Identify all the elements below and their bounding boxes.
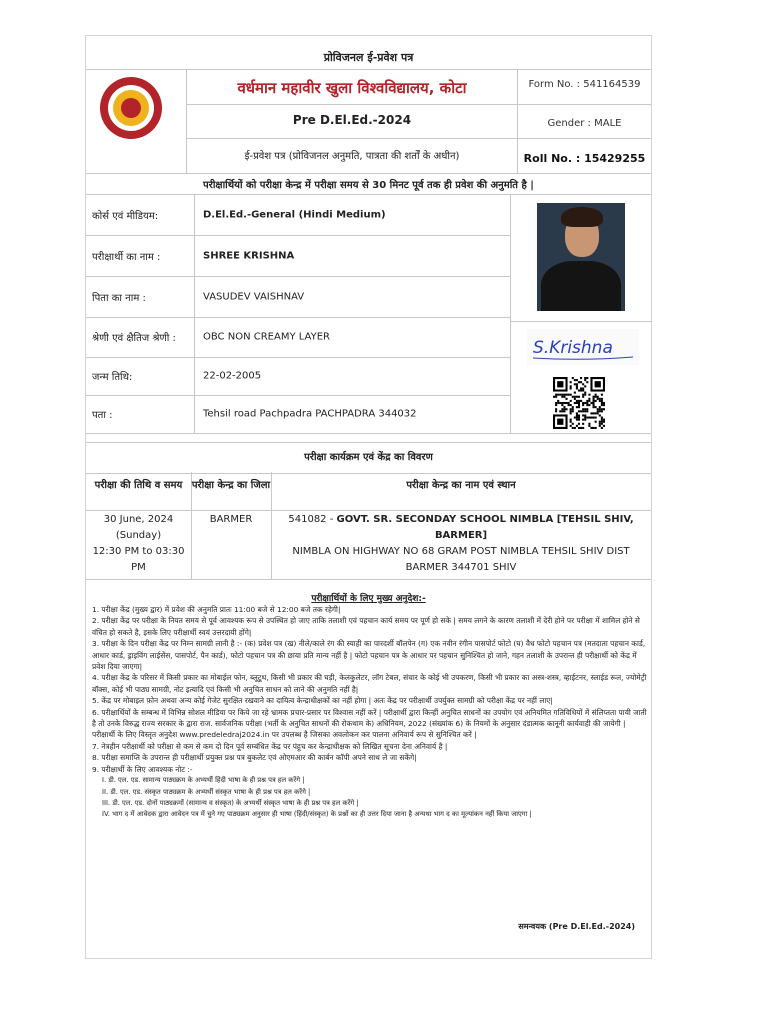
exam-district: BARMER <box>209 514 253 525</box>
instruction-item: 5. केंद्र पर मोबाइल फ़ोन अथवा अन्य कोई गेजेट सुरक्षित रखवाने का दायित्व केन्द्राधीक्षकों का नहीं होगा | अतः केंद्र पर परीक्षार्थी उपर्युक्त सामग्री को परीक्षा केंद्र पर नहीं लाए| <box>92 696 553 706</box>
info-row <box>86 357 510 396</box>
info-value: SHREE KRISHNA <box>203 250 295 261</box>
exam-date: 30 June, 2024 <box>103 514 174 525</box>
info-label: कोर्स एवं मीडियम: <box>92 211 159 222</box>
instruction-item: 7. नेत्रहीन परीक्षार्थी को परीक्षा से कम से कम दो दिन पूर्व सम्बंधित केंद्र पर पंहुच कर केन्द्राधीक्षक को लिखित सूचना देना अनिवार्य है | <box>92 741 448 751</box>
center-address: NIMBLA ON HIGHWAY NO 68 GRAM POST NIMBLA TEHSIL SHIV DIST BARMER 344701 SHIV <box>292 546 630 573</box>
header-district: परीक्षा केन्द्र का जिला <box>191 480 271 491</box>
instruction-item: 8. परीक्षा समाप्ति के उपरान्त ही परीक्षार्थी प्रयुक्त प्रश्न पत्र बुकलेट एवं ओएमआर की कार्बन कॉपी अपने साथ ले जा सकेंगे| <box>92 753 417 763</box>
instruction-subitem: I. डी. एल. एड. सामान्य पाठ्यक्रम के अभ्यर्थी हिंदी भाषा के ही प्रश्न पत्र हल करेंगे | <box>102 776 305 785</box>
center-name: GOVT. SR. SECONDAY SCHOOL NIMBLA [TEHSIL SHIV, BARMER] <box>336 514 634 541</box>
info-label: श्रेणी एवं क्षैतिज श्रेणी : <box>92 333 176 344</box>
signature-cell <box>510 321 652 433</box>
doc-title: प्रोविजनल ई-प्रवेश पत्र <box>323 51 414 64</box>
instruction-item: 1. परीक्षा केंद्र (मुख्य द्वार) में प्रवेश की अनुमति प्रातः 11:00 बजे से 12:00 बजे तक रहेगी| <box>92 605 341 614</box>
eprav-subtitle: ई-प्रवेश पत्र (प्रोविजनल अनुमति, पात्रता की शर्तों के अधीन) <box>244 151 460 162</box>
university-logo-icon <box>100 77 162 139</box>
info-label: पिता का नाम : <box>92 292 146 304</box>
candidate-photo <box>537 203 625 311</box>
university-name: वर्धमान महावीर खुला विश्वविद्यालय, कोटा <box>237 79 467 97</box>
info-label: पता : <box>92 410 113 421</box>
entry-notice: परीक्षार्थियों को परीक्षा केन्द्र में परीक्षा समय से 30 मिनट पूर्व तक ही प्रवेश की अनुमति है | <box>203 180 534 191</box>
gender: Gender : MALE <box>547 118 622 129</box>
schedule-table <box>86 472 651 580</box>
form-number: Form No. : 541164539 <box>528 79 641 90</box>
info-label: परीक्षार्थी का नाम : <box>92 251 161 263</box>
instruction-item: 2. परीक्षा केंद्र पर परीक्षा के नियत समय से पूर्व आवश्यक रूप से उपस्थित हो जाए ताकि तलाशी एवं पहचान कार्य समय पर पूर्ण हो सके | समय लगने के कारण तलाशी में देरी होने पर परीक्षा में शामिल होने से वंचित हो सकते है, इसके लिए परीक्षार्थी स्वयं उत्तरदायी होंगे| <box>92 616 640 637</box>
instructions-title: परीक्षार्थियों के लिए मुख्य अनुदेश:- <box>311 594 426 604</box>
info-row <box>86 276 510 318</box>
info-row <box>86 235 510 277</box>
instructions-list <box>92 604 647 821</box>
info-value: Tehsil road Pachpadra PACHPADRA 344032 <box>203 408 417 420</box>
instruction-item: 6. परीक्षार्थियों के सम्बन्ध में विभिन्न सोशल मीडिया पर किये जा रहे भ्रामक प्रचार-प्रसार पर विश्वास नहीं करें | परीक्षार्थी द्वारा किन्हीं अनुचित साधनों का उपयोग एवं अनियमित गतिविधियों में संलिप्तता पायी जाती है तो उनके विरुद्ध राज्य सरकार के द्वारा राज. सार्वजनिक परीक्षा (भर्ती के अनुचित साधनों की रोकथाम के) अधिनियम, 2022 (संख्यांक 6) के नियमों के अनुसार दंडात्मक कानूनी कार्यवाही की जायेगी | परीक्षार्थी के लिए विस्तृत अनुदेश www.predeledraj2024.in पर उपलब्ध है जिसका अवलोकन कर पालना अनिवार्य रूप से सुनिश्चित करें | <box>92 707 647 740</box>
info-value: OBC NON CREAMY LAYER <box>203 331 330 343</box>
signature-image <box>527 329 639 365</box>
center-code: 541082 - <box>288 514 337 525</box>
exam-day: (Sunday) <box>115 530 162 541</box>
admit-card <box>85 35 652 959</box>
roll-number: Roll No. : 15429255 <box>523 152 646 165</box>
coordinator-label: समन्वयक (Pre D.El.Ed.-2024) <box>518 922 635 931</box>
info-value: D.El.Ed.-General (Hindi Medium) <box>203 209 386 221</box>
qr-code-icon <box>553 377 605 429</box>
svg-text:S.Krishna: S.Krishna <box>533 338 613 358</box>
header-date: परीक्षा की तिथि व समय <box>94 480 183 491</box>
instruction-subitem: IV. भाग द में आवेदक द्वारा आवेदन पत्र में चुने गए पाठ्यक्रम अनुसार ही भाषा (हिंदी/संस्कृत) के प्रश्नों का ही उत्तर दिया जाना है अन्यथा भाग द का मूल्यांकन नहीं किया जाएगा | <box>102 810 532 819</box>
header-center: परीक्षा केन्द्र का नाम एवं स्थान <box>406 480 516 491</box>
course-name: Pre D.El.Ed.-2024 <box>292 113 412 127</box>
col-district <box>191 472 272 579</box>
info-row <box>86 195 510 236</box>
exam-time-suffix: PM <box>131 562 146 573</box>
info-label: जन्म तिथि: <box>92 372 133 383</box>
info-row <box>86 317 510 358</box>
header-center <box>186 70 518 173</box>
schedule-title: परीक्षा कार्यक्रम एवं केंद्र का विवरण <box>86 442 651 474</box>
info-value: 22-02-2005 <box>203 370 262 382</box>
col-date <box>86 472 192 579</box>
header-block <box>86 69 651 174</box>
col-center <box>271 472 651 579</box>
instruction-item: 4. परीक्षा केंद्र के परिसर में किसी प्रकार का मोबाईल फोन, ब्लूटूथ, किसी भी प्रकार की घड़ी, केलकुलेटर, लॉग टेबल, संचार के कोई भी उपकरण, किसी भी प्रकार का अस्त्र-शस्त्र, व्हाईटनर, स्लाईड रूल, ज्योमेट्री बॉक्स, कोई भी पाठ्य सामग्री, नोट इत्यादि एवं किसी भी अनुचित साधन को लाने की अनुमति नहीं है| <box>92 673 647 694</box>
photo-cell <box>510 195 652 322</box>
instruction-subitem: III. डी. एल. एड. दोनों पाठ्यक्रमों (सामान्य व संस्कृत) के अभ्यर्थी संस्कृत भाषा के ही प्रश्न पत्र हल करेंगे | <box>102 798 359 807</box>
candidate-info <box>86 194 651 434</box>
instruction-item: 9. परीक्षार्थी के लिए आवश्यक नोट :- <box>92 764 193 774</box>
info-row <box>86 395 510 433</box>
exam-time: 12:30 PM to 03:30 <box>92 546 185 557</box>
info-value: VASUDEV VAISHNAV <box>203 291 305 302</box>
instruction-subitem: II. डी. एल. एड. संस्कृत पाठ्यक्रम के अभ्यर्थी संस्कृत भाषा के ही प्रश्न पत्र हल करेंगे | <box>102 787 311 796</box>
instruction-item: 3. परीक्षा के दिन परीक्षा केंद्र पर निम्न सामग्री लानी है :- (क) प्रवेश पत्र (ख) नीले/काले रंग की स्याही का पारदर्शी बॉलपेन (ग) एक नवीन रंगीन पासपोर्ट फोटो (घ) वैध फोटो पहचान पत्र (मतदाता पहचान कार्ड, आधार कार्ड, ड्राइविंग लाईसेंस, पासपोर्ट, पैन कार्ड), फोटो पहचान पत्र की छाया प्रति मान्य नहीं है | फोटो पहचान पत्र के आधार पर पहचान सुनिश्चित हो जाने, गहन तलाशी के उपरान्त ही परीक्षार्थी को केंद्र में प्रवेश दिया जाएगा| <box>92 639 646 672</box>
